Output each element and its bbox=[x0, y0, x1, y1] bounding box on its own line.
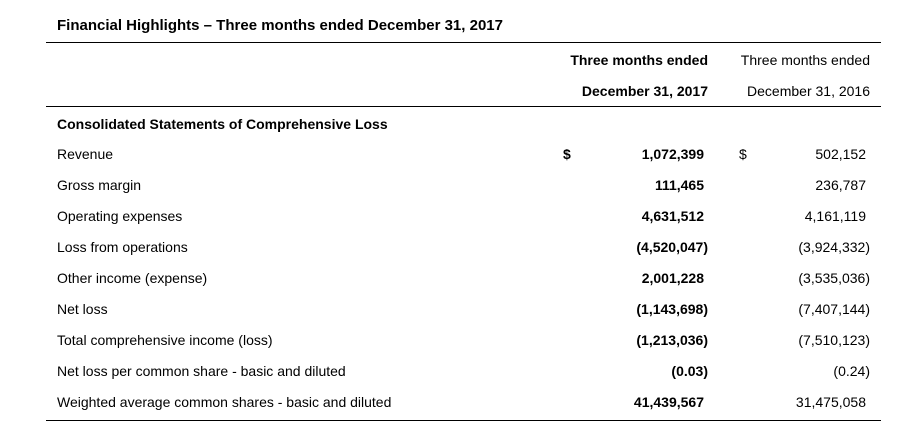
row-label: Other income (expense) bbox=[57, 270, 208, 286]
current-period-value: (4,520,047) bbox=[636, 239, 708, 255]
current-period-value: (1,213,036) bbox=[636, 332, 708, 348]
prior-period-value: 4,161,119 bbox=[804, 208, 866, 224]
prior-currency-symbol: $ bbox=[739, 146, 747, 162]
current-period-value: 111,465 bbox=[654, 177, 704, 193]
prior-period-value: 236,787 bbox=[815, 177, 866, 193]
row-label: Revenue bbox=[57, 146, 114, 162]
row-label: Net loss bbox=[57, 301, 108, 317]
current-period-value: (0.03) bbox=[671, 363, 708, 379]
prior-period-header-line2: December 31, 2016 bbox=[747, 83, 870, 99]
table-body bbox=[0, 140, 923, 419]
prior-period-value: (0.24) bbox=[833, 363, 870, 379]
bottom-rule bbox=[46, 420, 881, 421]
current-period-value: 41,439,567 bbox=[633, 394, 704, 410]
top-rule bbox=[46, 42, 881, 43]
prior-period-value: 502,152 bbox=[815, 146, 866, 162]
row-label: Weighted average common shares - basic and diluted bbox=[57, 394, 392, 410]
table-row bbox=[0, 357, 923, 388]
row-label: Loss from operations bbox=[57, 239, 188, 255]
current-period-header-line2: December 31, 2017 bbox=[581, 83, 708, 99]
table-title: Financial Highlights – Three months ended December 31, 2017 bbox=[57, 17, 503, 34]
prior-period-value: (3,535,036) bbox=[798, 270, 870, 286]
prior-period-value: 31,475,058 bbox=[795, 394, 866, 410]
current-period-value: (1,143,698) bbox=[636, 301, 708, 317]
row-label: Gross margin bbox=[57, 177, 142, 193]
current-currency-symbol: $ bbox=[563, 146, 571, 162]
current-period-value: 4,631,512 bbox=[641, 208, 704, 224]
table-row bbox=[0, 388, 923, 419]
current-period-value: 1,072,399 bbox=[641, 146, 704, 162]
table-row bbox=[0, 202, 923, 233]
table-row bbox=[0, 171, 923, 202]
table-row bbox=[0, 326, 923, 357]
section-heading: Consolidated Statements of Comprehensive Loss bbox=[57, 116, 388, 132]
prior-period-header-line1: Three months ended bbox=[740, 52, 870, 68]
row-label: Operating expenses bbox=[57, 208, 183, 224]
table-row bbox=[0, 295, 923, 326]
table-row bbox=[0, 140, 923, 171]
prior-period-value: (3,924,332) bbox=[798, 239, 870, 255]
prior-period-value: (7,407,144) bbox=[798, 301, 870, 317]
current-period-value: 2,001,228 bbox=[641, 270, 704, 286]
row-label: Total comprehensive income (loss) bbox=[57, 332, 273, 348]
row-label: Net loss per common share - basic and diluted bbox=[57, 363, 346, 379]
prior-period-value: (7,510,123) bbox=[798, 332, 870, 348]
table-row bbox=[0, 264, 923, 295]
header-rule bbox=[46, 106, 881, 107]
current-period-header-line1: Three months ended bbox=[570, 52, 708, 68]
table-row bbox=[0, 233, 923, 264]
